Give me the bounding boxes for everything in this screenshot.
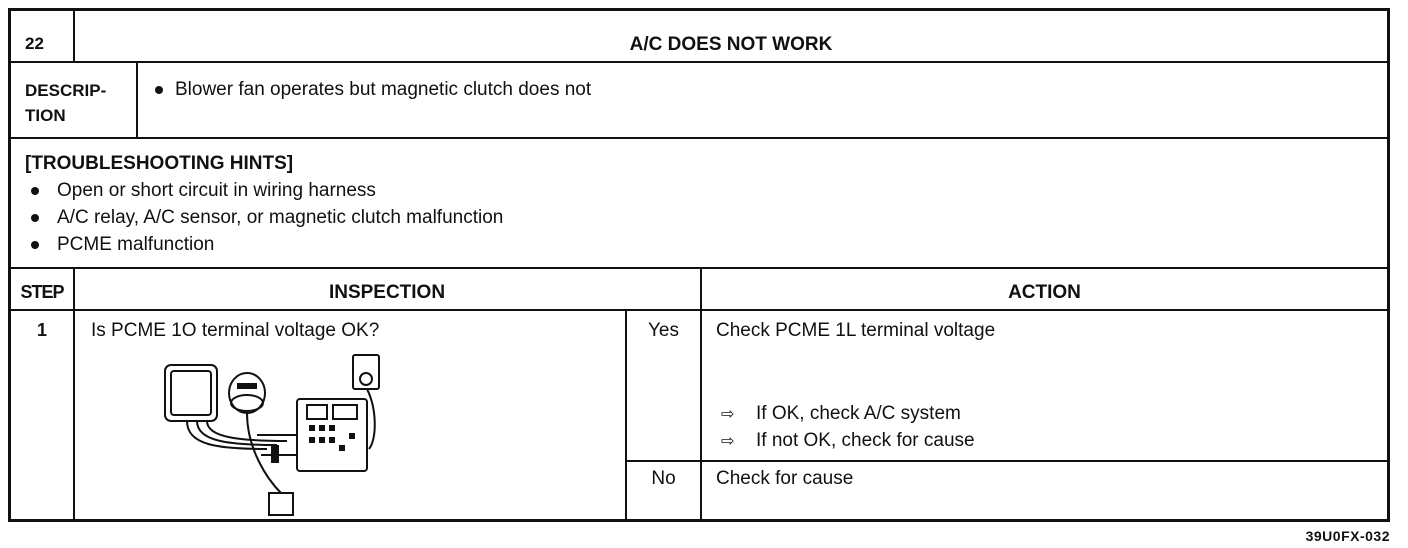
description-text: Blower fan operates but magnetic clutch does not — [175, 79, 592, 100]
bullet-icon — [31, 241, 39, 249]
description-label-2: TION — [25, 106, 66, 125]
arrow-right-icon: ⇨ — [721, 406, 735, 423]
arrow-right-icon: ⇨ — [721, 433, 735, 450]
no-label: No — [651, 468, 676, 489]
column-header-action: ACTION — [1008, 282, 1081, 303]
troubleshooting-document — [8, 8, 1390, 522]
divider — [73, 267, 75, 519]
procedure-number: 22 — [25, 34, 44, 53]
yes-label: Yes — [648, 320, 679, 341]
bullet-icon — [31, 214, 39, 222]
column-header-inspection: INSPECTION — [328, 282, 446, 303]
hint-item: PCME malfunction — [57, 234, 215, 255]
description-label: DESCRIP- — [25, 81, 107, 100]
hints-title: [TROUBLESHOOTING HINTS] — [25, 153, 294, 174]
divider — [700, 267, 702, 519]
step-number: 1 — [36, 320, 47, 340]
divider — [11, 61, 1387, 63]
hint-item: Open or short circuit in wiring harness — [57, 180, 376, 201]
hint-item: A/C relay, A/C sensor, or magnetic clutch malfunction — [57, 207, 504, 228]
inspection-text: Is PCME 1O terminal voltage OK? — [91, 320, 380, 341]
yes-subaction: If not OK, check for cause — [756, 430, 975, 451]
procedure-title: A/C DOES NOT WORK — [629, 34, 833, 55]
divider — [11, 137, 1387, 139]
pcme-tester-illustration — [157, 349, 397, 519]
bullet-icon — [155, 86, 163, 94]
yes-action: Check PCME 1L terminal voltage — [716, 320, 996, 341]
yes-subaction: If OK, check A/C system — [756, 403, 961, 424]
divider — [625, 460, 1387, 462]
divider — [11, 267, 1387, 269]
divider — [136, 63, 138, 137]
divider — [11, 309, 1387, 311]
column-header-step: STEP — [20, 282, 64, 302]
figure-code: 39U0FX-032 — [1305, 528, 1390, 544]
bullet-icon — [31, 187, 39, 195]
no-action: Check for cause — [716, 468, 854, 489]
